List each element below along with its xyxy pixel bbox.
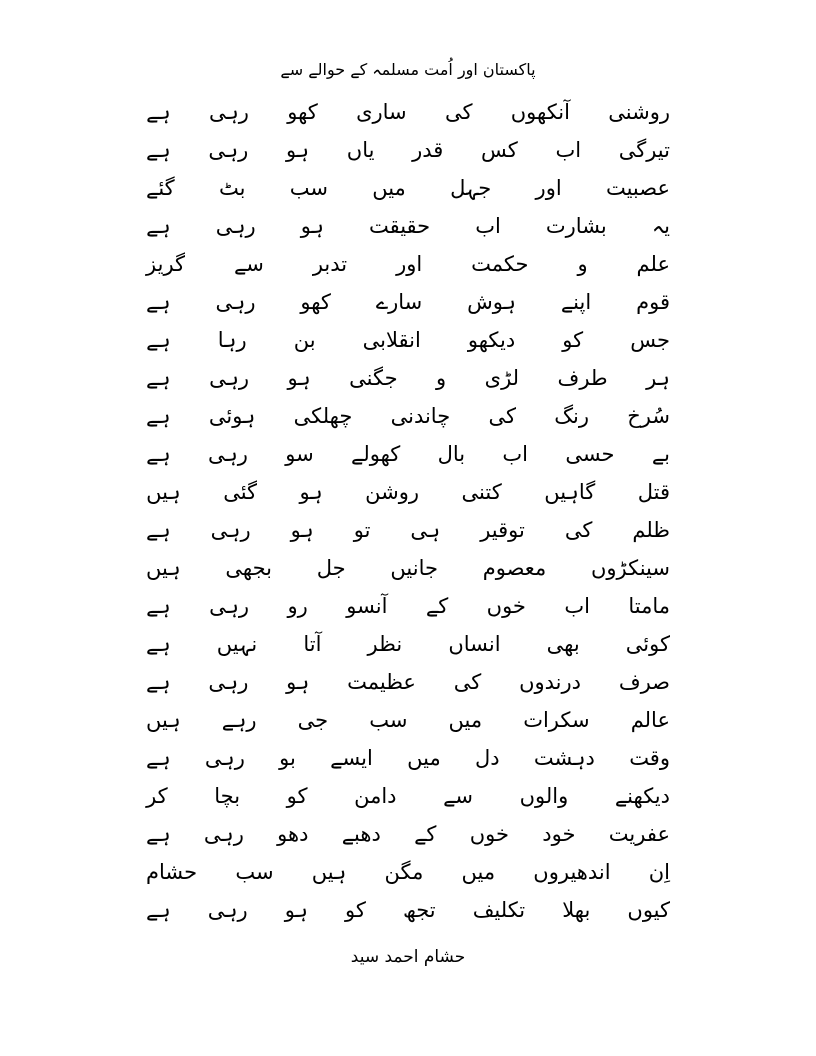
verse-word: بن (293, 327, 316, 352)
verse-word: ہے (146, 821, 171, 846)
verse-word: بشارت (545, 213, 607, 238)
verse-word: ہو (287, 365, 311, 390)
verse-word: رہی (203, 821, 244, 846)
verse-word: ہر (646, 365, 670, 390)
verse-word: دامن (354, 783, 397, 808)
verse-word: رہے (221, 707, 257, 732)
verse-word: آنکھوں (510, 99, 570, 124)
verse-word: رہی (210, 517, 251, 542)
verse-word: قتل (637, 479, 670, 504)
poem-body (128, 93, 688, 929)
verse-line (138, 511, 678, 549)
verse-word: گئے (146, 175, 175, 200)
verse-word: حکمت (471, 251, 529, 276)
verse-word: کے (425, 593, 449, 618)
verse-word: اور (535, 175, 562, 200)
verse-line (138, 321, 678, 359)
verse-word: ہے (146, 517, 171, 542)
verse-word: سب (289, 175, 328, 200)
verse-word: آنسو (346, 593, 388, 618)
verse-word: دیکھو (467, 327, 516, 352)
verse-word: دھبے (341, 821, 381, 846)
verse-word: جہل (450, 175, 492, 200)
verse-word: رہی (215, 289, 256, 314)
verse-word: ہیں (146, 479, 181, 504)
verse-word: اب (475, 213, 501, 238)
verse-line (138, 207, 678, 245)
page-title: پاکستان اور اُمت مسلمہ کے حوالے سے (280, 60, 536, 79)
verse-word: ہے (146, 669, 171, 694)
verse-word: کی (444, 99, 473, 124)
verse-word: جس (630, 327, 670, 352)
verse-word: تجھ (402, 897, 436, 922)
verse-word: ہے (146, 289, 171, 314)
verse-line (138, 245, 678, 283)
verse-word: ہوش (467, 289, 516, 314)
verse-line (138, 169, 678, 207)
verse-word: تدبر (312, 251, 348, 276)
verse-word: ہو (300, 213, 324, 238)
verse-word: اِن (648, 859, 670, 884)
verse-word: ہے (146, 897, 171, 922)
verse-word: حقیقت (368, 213, 431, 238)
verse-line (138, 549, 678, 587)
verse-word: چھلکی (293, 403, 353, 428)
verse-word: بٹ (218, 175, 246, 200)
verse-word: ہو (284, 897, 308, 922)
verse-word: کھو (300, 289, 331, 314)
verse-word: رہی (208, 99, 249, 124)
verse-line (138, 435, 678, 473)
verse-word: کو (286, 783, 308, 808)
verse-word: کھو (287, 99, 318, 124)
verse-word: ہے (146, 631, 171, 656)
verse-line (138, 701, 678, 739)
verse-line (138, 359, 678, 397)
verse-word: ظلم (632, 517, 670, 542)
verse-word: رہی (215, 213, 256, 238)
verse-word: تیرگی (618, 137, 670, 162)
verse-word: سُرخ (627, 403, 670, 428)
verse-word: قوم (636, 289, 670, 314)
verse-word: حشام (146, 859, 198, 884)
verse-word: میں (448, 707, 483, 732)
verse-word: خوں (469, 821, 509, 846)
verse-word: کی (564, 517, 593, 542)
verse-word: ہے (146, 441, 171, 466)
verse-word: ہو (285, 137, 310, 162)
verse-word: چاندنی (390, 403, 451, 428)
verse-line (138, 587, 678, 625)
verse-word: عفریت (608, 821, 670, 846)
verse-word: کوئی (625, 631, 670, 656)
verse-word: کی (453, 669, 482, 694)
verse-word: تکلیف (472, 897, 526, 922)
poet-signature: حشام احمد سید (350, 947, 466, 968)
verse-word: کر (146, 783, 168, 808)
verse-word: رہی (209, 593, 250, 618)
verse-word: رہی (208, 669, 249, 694)
verse-word: سب (369, 707, 408, 732)
verse-word: ہو (299, 479, 323, 504)
verse-word: کو (562, 327, 584, 352)
verse-word: رہا (217, 327, 247, 352)
verse-word: معصوم (482, 555, 547, 580)
verse-word: آتا (303, 631, 322, 656)
verse-word: عالم (630, 707, 670, 732)
verse-word: بو (279, 745, 296, 770)
verse-word: قدر (412, 137, 444, 162)
verse-word: روشن (365, 479, 420, 504)
verse-word: کیوں (627, 897, 670, 922)
verse-word: و (577, 251, 588, 276)
verse-word: ہیں (311, 859, 347, 884)
verse-line (138, 625, 678, 663)
verse-word: ہو (286, 669, 310, 694)
verse-word: اب (555, 137, 582, 162)
verse-word: ہے (146, 99, 171, 124)
verse-word: عظیمت (347, 669, 416, 694)
verse-word: سینکڑوں (590, 555, 670, 580)
verse-word: میں (407, 745, 441, 770)
verse-word: رہی (209, 365, 250, 390)
verse-word: رنگ (554, 403, 589, 428)
verse-word: کے (414, 821, 437, 846)
verse-word: حسی (565, 441, 615, 466)
verse-word: انساں (448, 631, 501, 656)
verse-word: جانیں (390, 555, 438, 580)
verse-word: ساری (356, 99, 407, 124)
verse-word: اپنے (560, 289, 592, 314)
verse-word: یاں (346, 137, 375, 162)
verse-word: سکرات (523, 707, 590, 732)
verse-word: بجھی (225, 555, 272, 580)
verse-word: لڑی (484, 365, 520, 390)
verse-word: رہی (204, 745, 245, 770)
verse-word: خود (542, 821, 576, 846)
verse-word: ہے (146, 593, 171, 618)
verse-word: اور (396, 251, 423, 276)
verse-word: رو (287, 593, 308, 618)
verse-line (138, 853, 678, 891)
verse-word: بال (437, 441, 466, 466)
verse-word: والوں (519, 783, 569, 808)
verse-line (138, 815, 678, 853)
verse-line (138, 663, 678, 701)
verse-word: توقیر (480, 517, 525, 542)
verse-line (138, 131, 678, 169)
verse-word: سارے (375, 289, 423, 314)
verse-word: یہ (651, 213, 670, 238)
verse-word: طرف (557, 365, 608, 390)
verse-word: ہوئی (208, 403, 256, 428)
verse-word: ہے (146, 403, 171, 428)
verse-word: ہو (290, 517, 314, 542)
verse-word: ہیں (146, 555, 181, 580)
verse-word: گریز (146, 251, 186, 276)
verse-line (138, 93, 678, 131)
verse-word: ہیں (146, 707, 181, 732)
verse-word: رہی (208, 137, 249, 162)
verse-word: دل (475, 745, 500, 770)
verse-word: ہے (146, 327, 171, 352)
verse-word: میں (372, 175, 406, 200)
verse-word: دیکھنے (614, 783, 670, 808)
verse-word: ہے (146, 137, 171, 162)
verse-word: گاہیں (544, 479, 596, 504)
verse-word: سو (285, 441, 314, 466)
verse-word: عصبیت (605, 175, 670, 200)
verse-word: اندھیروں (533, 859, 611, 884)
verse-line (138, 777, 678, 815)
verse-word: سے (234, 251, 264, 276)
verse-word: ہے (146, 213, 171, 238)
verse-line (138, 739, 678, 777)
verse-word: مگن (384, 859, 424, 884)
verse-word: سے (443, 783, 474, 808)
verse-word: سب (235, 859, 274, 884)
verse-word: گئی (223, 479, 258, 504)
verse-line (138, 891, 678, 929)
verse-word: کھولے (351, 441, 401, 466)
verse-word: نہیں (216, 631, 258, 656)
verse-word: بھلا (562, 897, 591, 922)
verse-word: درندوں (519, 669, 582, 694)
verse-word: کتنی (461, 479, 502, 504)
verse-word: بچا (214, 783, 241, 808)
verse-line (138, 473, 678, 511)
verse-word: نظر (367, 631, 403, 656)
verse-word: اب (564, 593, 590, 618)
verse-word: رہی (207, 441, 248, 466)
verse-word: کس (480, 137, 518, 162)
verse-word: رہی (207, 897, 248, 922)
verse-word: و (436, 365, 447, 390)
verse-line (138, 397, 678, 435)
verse-line (138, 283, 678, 321)
verse-word: وقت (629, 745, 670, 770)
verse-word: اب (502, 441, 528, 466)
verse-word: مامتا (628, 593, 670, 618)
verse-word: دہشت (533, 745, 595, 770)
verse-word: ایسے (330, 745, 373, 770)
verse-word: بھی (546, 631, 580, 656)
verse-word: ہی (410, 517, 441, 542)
verse-word: جگنی (349, 365, 398, 390)
verse-word: ہے (146, 365, 171, 390)
verse-word: جی (297, 707, 329, 732)
verse-word: علم (636, 251, 670, 276)
verse-word: تو (353, 517, 371, 542)
verse-word: کو (345, 897, 366, 922)
verse-word: دھو (277, 821, 309, 846)
verse-word: انقلابی (362, 327, 421, 352)
verse-word: صرف (618, 669, 670, 694)
verse-word: خوں (486, 593, 526, 618)
verse-word: میں (461, 859, 496, 884)
verse-word: روشنی (608, 99, 670, 124)
verse-word: ہے (146, 745, 171, 770)
verse-word: کی (488, 403, 516, 428)
verse-word: بے (651, 441, 670, 466)
verse-word: جل (316, 555, 346, 580)
